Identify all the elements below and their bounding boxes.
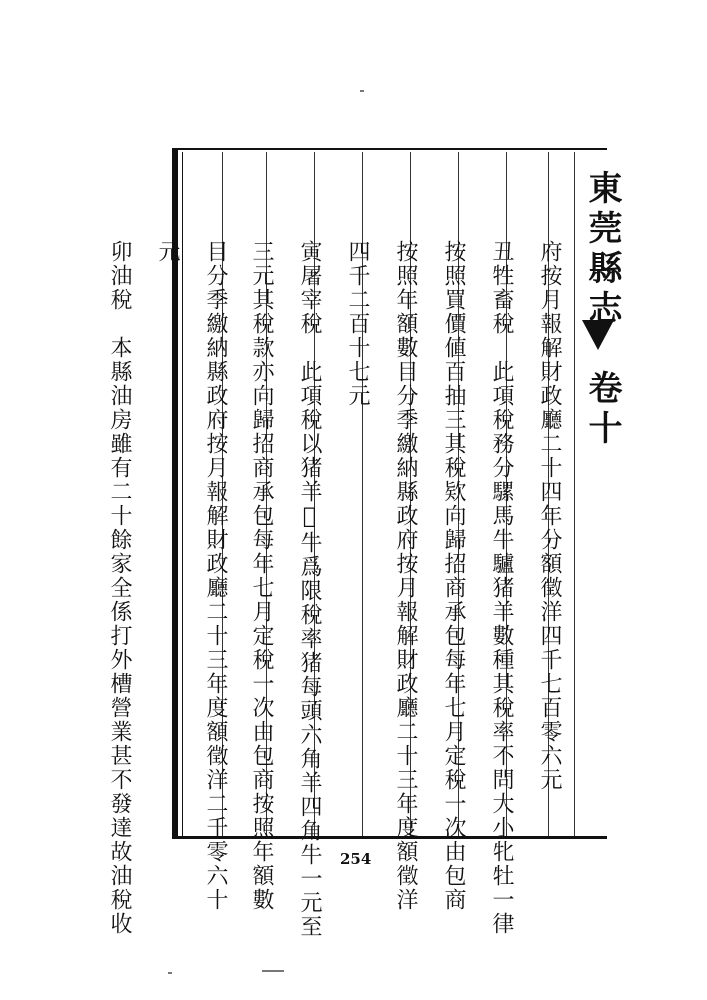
text-column-5: 四千二百十七元 [345,240,370,408]
column-rule [574,152,575,836]
text-column-8: 目分季繳納縣政府按月報解財政廳二十三年度額徵洋二千零六十 [203,240,228,912]
text-column-1: 府按月報解財政廳二十四年分額徵洋四千七百零六元 [537,240,562,792]
scan-speck [360,90,364,92]
text-column-2: 丑牲畜稅 此項稅務分騾馬牛驢猪羊數種其稅率不問大小牝牡一律 [489,240,514,936]
text-column-6: 寅屠宰稅 此項稅以猪羊𣓨牛爲限稅率猪每頭六角羊四角牛一元至 [297,240,322,939]
scan-speck [262,970,284,972]
book-title: 東莞縣志 [582,170,622,330]
scan-speck [168,972,172,974]
text-column-7: 三元其稅款亦向歸招商承包每年七月定稅一次由包商按照年額數 [249,240,274,912]
text-column-4: 按照年額數目分季繳納縣政府按月報解財政廳二十三年度額徵洋 [393,240,418,912]
fishtail-mark [582,320,614,350]
text-column-9: 元 [155,240,180,264]
page-number: 254 [340,850,372,868]
volume-label: 卷十 [582,370,622,450]
frame-left-inner-border [182,152,183,836]
text-column-10: 卯油稅 本縣油房雖有二十餘家全係打外槽營業甚不發達故油稅收 [107,240,132,936]
text-column-3: 按照買價値百抽三其稅欵向歸招商承包每年七月定稅一次由包商 [441,240,466,912]
frame-top-border [172,148,607,150]
